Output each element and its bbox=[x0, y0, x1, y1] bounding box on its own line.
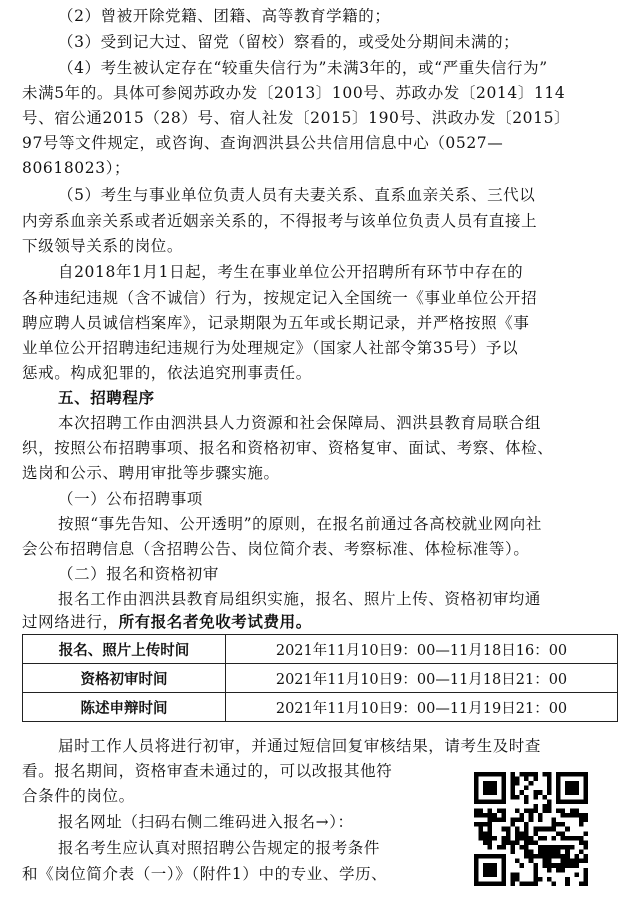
text-line: 选岗和公示、聘用审批等步骤实施。 bbox=[22, 464, 280, 482]
text-line: 自2018年1月1日起，考生在事业单位公开招聘所有环节中存在的 bbox=[58, 263, 524, 281]
text-line: 看。报名期间，资格审查未通过的，可以改报其他符 bbox=[22, 762, 393, 780]
text-line: 业单位公开招聘违纪违规行为处理规定》（国家人社部令第35号）予以 bbox=[22, 339, 519, 357]
text-line: 聘应聘人员诚信档案库》，记录期限为五年或长期记录，并严格按照《事 bbox=[22, 314, 530, 332]
table-row bbox=[23, 693, 618, 722]
text-line: （4）考生被认定存在“较重失信行为”未满3年的，或“严重失信行为” bbox=[58, 59, 548, 77]
text-line: 各种违纪违规（含不诚信）行为，按规定记入全国统一《事业单位公开招 bbox=[22, 289, 538, 307]
fee-waiver-notice: 所有报名者免收考试费用。 bbox=[118, 613, 312, 631]
text-line: （5）考生与事业单位负责人员有夫妻关系、直系血亲关系、三代以 bbox=[58, 186, 536, 204]
subsection-heading: （二）报名和资格初审 bbox=[58, 565, 220, 583]
text-line: 内旁系血亲关系或者近姻亲关系的，不得报考与该单位负责人员有直接上 bbox=[22, 212, 538, 230]
text-line: 本次招聘工作由泗洪县人力资源和社会保障局、泗洪县教育局联合组 bbox=[58, 414, 542, 432]
text-line: 报名工作由泗洪县教育局组织实施，报名、照片上传、资格初审均通 bbox=[58, 590, 542, 608]
section-heading: 五、招聘程序 bbox=[58, 389, 155, 407]
text-span: 过网络进行， bbox=[22, 613, 119, 631]
schedule-value: 2021年11月10日9：00—11月18日21：00 bbox=[226, 664, 618, 693]
text-line: 会公布招聘信息（含招聘公告、岗位简介表、考察标准、体检标准等）。 bbox=[22, 540, 530, 558]
text-line: 和《岗位简介表（一）》（附件1）中的专业、学历、 bbox=[22, 865, 388, 883]
qr-code-icon[interactable] bbox=[474, 772, 588, 886]
text-line: 报名考生应认真对照招聘公告规定的报考条件 bbox=[58, 839, 381, 857]
schedule-label: 资格初审时间 bbox=[23, 664, 226, 693]
table-row bbox=[23, 635, 618, 664]
schedule-value: 2021年11月10日9：00—11月19日21：00 bbox=[226, 693, 618, 722]
text-line: 80618023）； bbox=[22, 159, 131, 177]
text-line bbox=[22, 610, 618, 634]
table-row bbox=[23, 664, 618, 693]
schedule-table bbox=[22, 634, 618, 722]
text-line: 下级领导关系的岗位。 bbox=[22, 237, 184, 255]
text-line: 报名网址（扫码右侧二维码进入报名→）： bbox=[58, 813, 354, 831]
text-line: （3）受到记大过、留党（留校）察看的，或受处分期间未满的； bbox=[58, 33, 520, 51]
schedule-label: 陈述申辩时间 bbox=[23, 693, 226, 722]
text-line: 按照“事先告知、公开透明”的原则，在报名前通过各高校就业网向社 bbox=[58, 515, 542, 533]
text-line: （2）曾被开除党籍、团籍、高等教育学籍的； bbox=[58, 7, 391, 25]
text-line: 97号等文件规定，或咨询、查询泗洪县公共信用信息中心（0527— bbox=[22, 134, 504, 152]
text-line: 届时工作人员将进行初审，并通过短信回复审核结果，请考生及时查 bbox=[58, 737, 542, 755]
text-line: 织，按照公布招聘事项、报名和资格初审、资格复审、面试、考察、体检、 bbox=[22, 439, 554, 457]
text-line: 合条件的岗位。 bbox=[22, 787, 135, 805]
text-line: 惩戒。构成犯罪的，依法追究刑事责任。 bbox=[22, 364, 312, 382]
schedule-label: 报名、照片上传时间 bbox=[23, 635, 226, 664]
schedule-value: 2021年11月10日9：00—11月18日16：00 bbox=[226, 635, 618, 664]
subsection-heading: （一）公布招聘事项 bbox=[58, 490, 203, 508]
text-line: 号、宿公通2015（28）号、宿人社发〔2015〕190号、洪政办发〔2015〕 bbox=[22, 109, 571, 127]
text-line: 未满5年的。具体可参阅苏政办发〔2013〕100号、苏政办发〔2014〕114 bbox=[22, 84, 566, 102]
